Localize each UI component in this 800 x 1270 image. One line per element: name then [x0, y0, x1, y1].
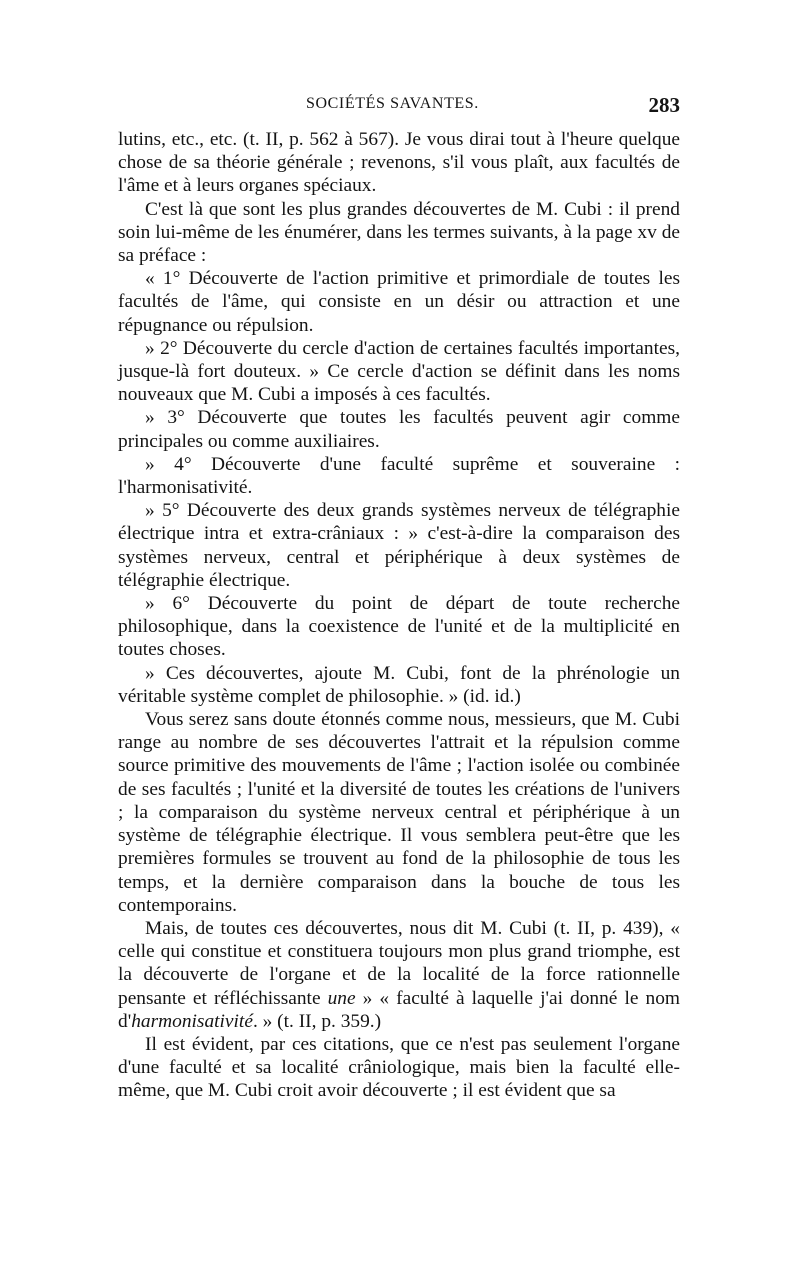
page-header [120, 93, 680, 121]
paragraph: Vous serez sans doute étonnés comme nous, messieurs, que M. Cubi range au nombre de ses découvertes l'attrait et la répulsion comme source primitive des mouvements de l'âme ; l'action isolée ou combinée de ses facultés ; l'unité et la diversité de toutes les créations de l'univers ; la comparaison du système nerveux central et périphérique à un système de télégraphie électrique. Il vous semblera peut-être que les premières formules se trouvent au fond de la philosophie de tous les temps, et la dernière comparaison dans la bouche de tous les contemporains. [118, 709, 680, 916]
paragraph: » 4° Découverte d'une faculté suprême et souveraine : l'harmonisativité. [118, 453, 680, 499]
paragraph: » 6° Découverte du point de départ de toute recherche philosophique, dans la coexistence de l'unité et de la multiplicité en toutes choses. [118, 593, 680, 661]
paragraph: » 3° Découverte que toutes les facultés peuvent agir comme principales ou comme auxiliaires. [118, 407, 680, 452]
paragraph-text: Mais, de toutes ces découvertes, nous dit M. Cubi (t. II, p. 439), « celle qui constitue et constituera toujours mon plus grand triomphe, est la découverte de l'organe et de la localité de la force rationnelle pensante et réfléchissante [118, 917, 680, 1009]
page-number: 283 [648, 93, 680, 117]
body-text [118, 128, 680, 1103]
paragraph-text: » « faculté à laquelle j'ai donné le nom d' [118, 987, 680, 1032]
paragraph: » 2° Découverte du cercle d'action de certaines facultés importantes, jusque-là fort douteux. » Ce cercle d'action se définit dans les noms nouveaux que M. Cubi a imposés à ces facultés. [118, 337, 680, 406]
paragraph [118, 917, 680, 1033]
running-title: SOCIÉTÉS SAVANTES. [306, 95, 479, 112]
paragraph: « 1° Découverte de l'action primitive et primordiale de toutes les facultés de l'âme, qui consiste en un désir ou attraction et une répugnance ou répulsion. [118, 268, 680, 336]
paragraph-text: . » (t. II, p. 359.) [252, 1010, 382, 1032]
paragraph: C'est là que sont les plus grandes découvertes de M. Cubi : il prend soin lui-même de les énumérer, dans les termes suivants, à la page xv de sa préface : [118, 198, 680, 267]
italic-term: harmonisativité [131, 1010, 253, 1032]
italic-term: une [327, 987, 356, 1009]
paragraph: » 5° Découverte des deux grands systèmes nerveux de télégraphie électrique intra et extra-crâniaux : » c'est-à-dire la comparaison des systèmes nerveux, central et périphérique à deux systèmes de télégraphie électrique. [118, 500, 680, 591]
paragraph: » Ces découvertes, ajoute M. Cubi, font de la phrénologie un véritable système complet de philosophie. » (id. id.) [118, 662, 680, 707]
paragraph: Il est évident, par ces citations, que ce n'est pas seulement l'organe d'une faculté et sa localité crâniologique, mais bien la faculté elle-même, que M. Cubi croit avoir découverte ; il est évident que sa [118, 1033, 680, 1102]
paragraph: lutins, etc., etc. (t. II, p. 562 à 567). Je vous dirai tout à l'heure quelque chose de sa théorie générale ; revenons, s'il vous plaît, aux facultés de l'âme et à leurs organes spéciaux. [118, 129, 680, 197]
